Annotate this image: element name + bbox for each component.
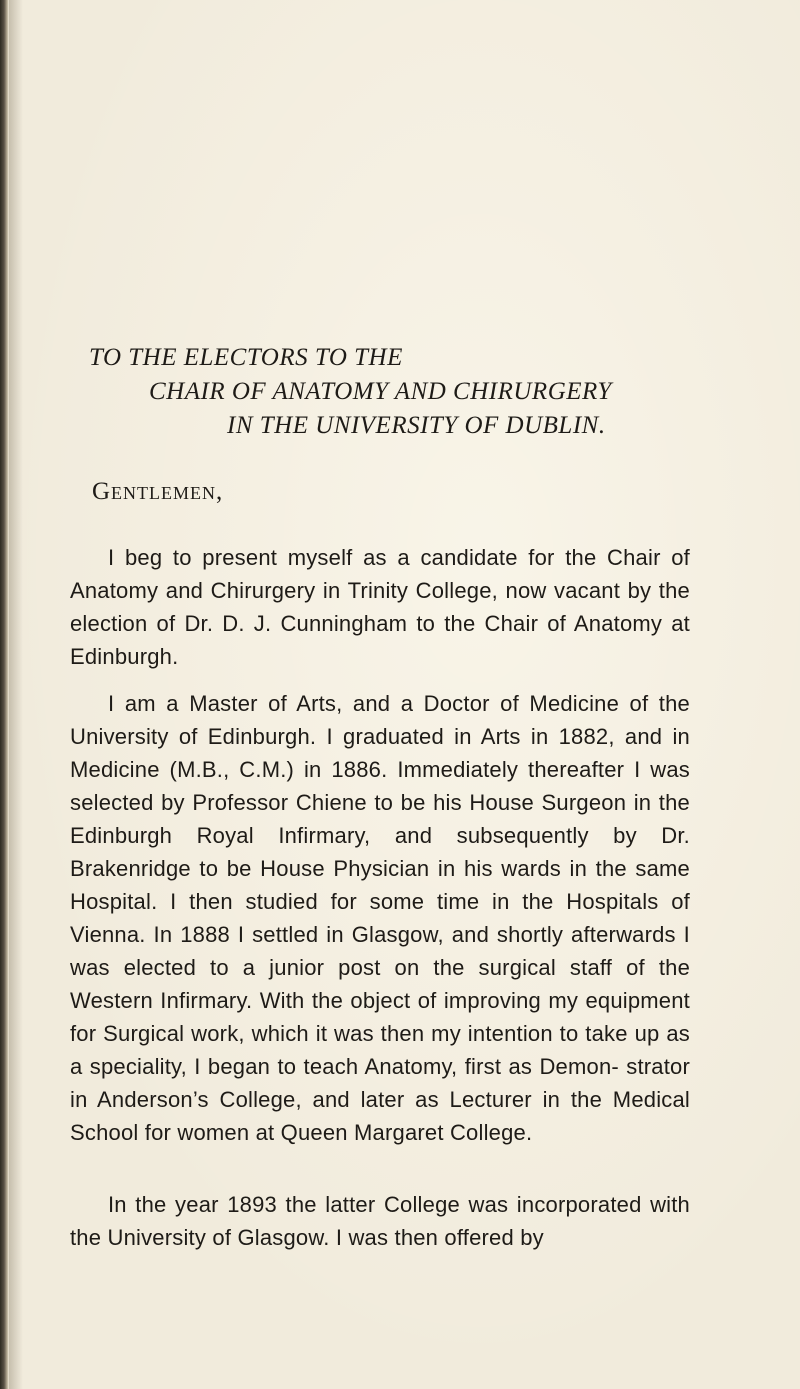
paragraph-2-block	[70, 687, 690, 1149]
heading-line-3: IN THE UNIVERSITY OF DUBLIN.	[227, 412, 606, 439]
paragraph-1: I beg to present myself as a candidate for the Chair of Anatomy and Chirurgery in Trinity College, now vacant by the election of Dr. D. J. Cunningham to the Chair of Anatomy at Edinburgh.	[70, 545, 690, 669]
heading-line-1: TO THE ELECTORS TO THE	[89, 344, 403, 371]
paragraph-3-block	[70, 1188, 690, 1254]
page-binding-edge	[0, 0, 9, 1389]
paragraph-1-block	[70, 541, 690, 673]
page-binding-shadow	[9, 0, 23, 1389]
heading-line-2: CHAIR OF ANATOMY AND CHIRURGERY	[149, 378, 612, 405]
paragraph-2: I am a Master of Arts, and a Doctor of Medicine of the University of Edinburgh. I graduated in Arts in 1882, and in Medicine (M.B., C.M.) in 1886. Immediately thereafter I was selected by Professor Chiene to be his House Surgeon in the Edinburgh Royal Infirmary, and subsequently by Dr. Brakenridge to be House Physician in his wards in the same Hospital. I then studied for some time in the Hospitals of Vienna. In 1888 I settled in Glasgow, and shortly afterwards I was elected to a junior post on the surgical staff of the Western Infirmary. With the object of improving my equipment for Surgical work, which it was then my intention to take up as a speciality, I began to teach Anatomy, first as Demon- strator in Anderson’s College, and later as Lecturer in the Medical School for women at Queen Margaret College.	[70, 691, 690, 1145]
paragraph-3: In the year 1893 the latter College was incorporated with the University of Glasgow. I was then offered by	[70, 1192, 690, 1250]
salutation: Gentlemen,	[92, 478, 224, 505]
